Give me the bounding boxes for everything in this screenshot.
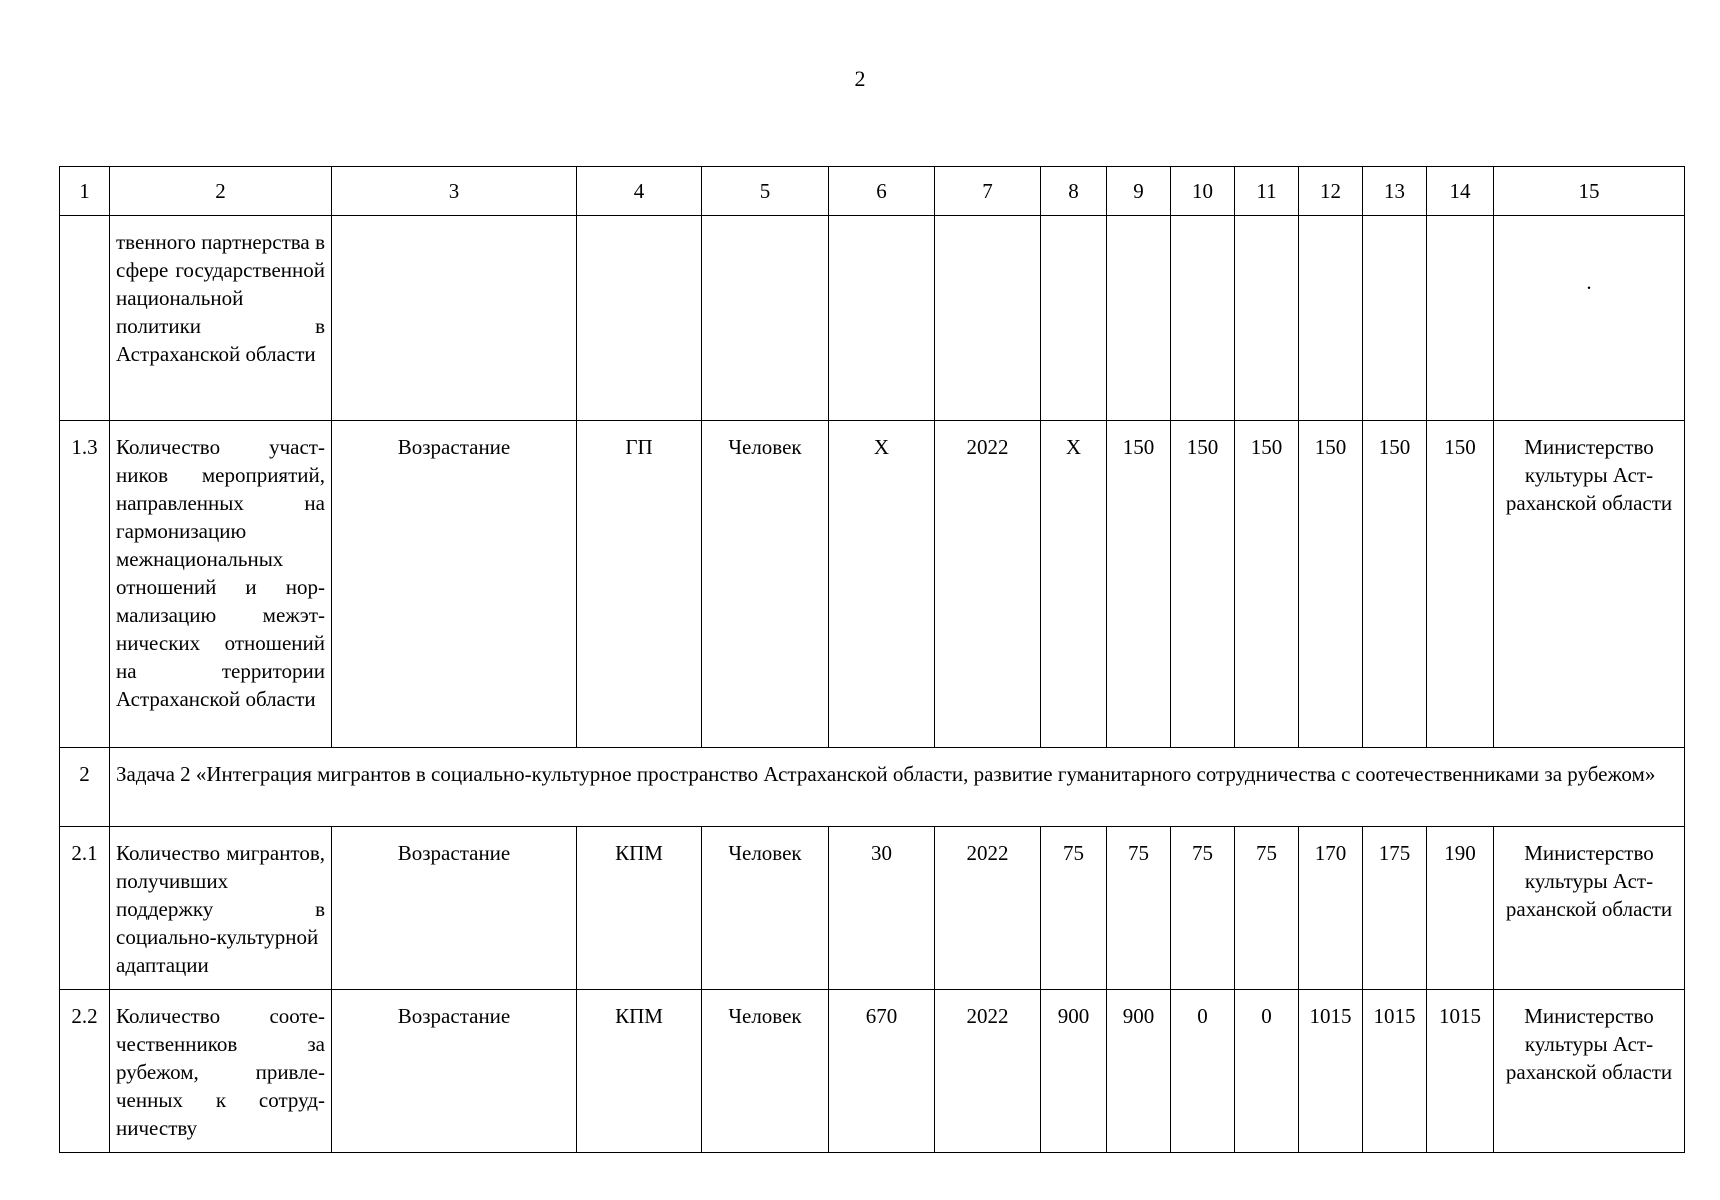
- table-cell: [1107, 216, 1171, 421]
- table-row: [60, 216, 1685, 421]
- value-cell: 900: [1041, 990, 1107, 1153]
- table-row: [60, 990, 1685, 1153]
- value-cell: 75: [1041, 827, 1107, 990]
- direction-cell: Возрастание: [332, 990, 577, 1153]
- header-cell: 1: [60, 167, 110, 216]
- header-cell: 12: [1299, 167, 1363, 216]
- table-cell: [829, 216, 935, 421]
- value-cell: 1015: [1299, 990, 1363, 1153]
- header-cell: 9: [1107, 167, 1171, 216]
- row-number: [60, 216, 110, 421]
- base-value-cell: 670: [829, 990, 935, 1153]
- base-year-cell: 2022: [935, 990, 1041, 1153]
- indicator-name: твенного партнерства в сфере государственной национальной политики в Астраханской области: [110, 216, 332, 421]
- header-cell: 13: [1363, 167, 1427, 216]
- value-cell: 170: [1299, 827, 1363, 990]
- table-cell: [1363, 216, 1427, 421]
- table-cell: [1427, 216, 1494, 421]
- header-cell: 2: [110, 167, 332, 216]
- value-cell: 175: [1363, 827, 1427, 990]
- responsible-cell: Министерство культуры Астраханской области: [1494, 421, 1685, 748]
- unit-cell: Человек: [702, 421, 829, 748]
- table-cell: [332, 216, 577, 421]
- table-cell: [702, 216, 829, 421]
- base-value-cell: 30: [829, 827, 935, 990]
- value-cell: 150: [1299, 421, 1363, 748]
- page-number: 2: [854, 66, 866, 91]
- header-cell: 5: [702, 167, 829, 216]
- value-cell: 150: [1427, 421, 1494, 748]
- table-cell: [1299, 216, 1363, 421]
- row-number: 2.1: [60, 827, 110, 990]
- value-cell: 0: [1171, 990, 1235, 1153]
- value-cell: 1015: [1427, 990, 1494, 1153]
- header-cell: 15: [1494, 167, 1685, 216]
- table-cell: [1235, 216, 1299, 421]
- value-cell: 190: [1427, 827, 1494, 990]
- base-value-cell: Х: [829, 421, 935, 748]
- value-cell: 75: [1107, 827, 1171, 990]
- value-cell: 150: [1363, 421, 1427, 748]
- value-cell: 1015: [1363, 990, 1427, 1153]
- task-title: Задача 2 «Интеграция мигрантов в социально-культурное пространство Астраханской области, развитие гуманитарного сотрудничества с соотечественниками за рубежом»: [110, 748, 1685, 827]
- header-cell: 3: [332, 167, 577, 216]
- header-cell: 7: [935, 167, 1041, 216]
- header-cell: 6: [829, 167, 935, 216]
- base-year-cell: 2022: [935, 827, 1041, 990]
- value-cell: 900: [1107, 990, 1171, 1153]
- type-cell: ГП: [577, 421, 702, 748]
- unit-cell: Человек: [702, 827, 829, 990]
- value-cell: 150: [1107, 421, 1171, 748]
- header-cell: 8: [1041, 167, 1107, 216]
- header-row: [60, 167, 1685, 216]
- responsible-cell: Министерство культуры Астраханской области: [1494, 827, 1685, 990]
- indicator-name: Количество мигрантов, получивших поддержку в социально-культурной адаптации: [110, 827, 332, 990]
- stray-mark: .: [1586, 270, 1592, 294]
- value-cell: 0: [1235, 990, 1299, 1153]
- table-row: [60, 421, 1685, 748]
- type-cell: КПМ: [577, 827, 702, 990]
- row-number: 1.3: [60, 421, 110, 748]
- value-cell: Х: [1041, 421, 1107, 748]
- type-cell: КПМ: [577, 990, 702, 1153]
- value-cell: 75: [1235, 827, 1299, 990]
- row-number: 2: [60, 748, 110, 827]
- table-cell: [1041, 216, 1107, 421]
- unit-cell: Человек: [702, 990, 829, 1153]
- value-cell: 150: [1235, 421, 1299, 748]
- task-row: [60, 748, 1685, 827]
- value-cell: 150: [1171, 421, 1235, 748]
- header-cell: 11: [1235, 167, 1299, 216]
- table-cell: [1171, 216, 1235, 421]
- direction-cell: Возрастание: [332, 827, 577, 990]
- header-cell: 4: [577, 167, 702, 216]
- header-cell: 14: [1427, 167, 1494, 216]
- indicator-name: Количество соотечественников за рубежом, привлеченных к сотрудничеству: [110, 990, 332, 1153]
- base-year-cell: 2022: [935, 421, 1041, 748]
- direction-cell: Возрастание: [332, 421, 577, 748]
- responsible-cell: [1494, 216, 1685, 421]
- indicator-name: Количество участников мероприятий, направленных на гармонизацию межнациональных отношений и нормализацию межэтнических отношений на территории Астраханской области: [110, 421, 332, 748]
- row-number: 2.2: [60, 990, 110, 1153]
- value-cell: 75: [1171, 827, 1235, 990]
- indicators-table: [59, 166, 1685, 1153]
- table-row: [60, 827, 1685, 990]
- responsible-cell: Министерство культуры Астраханской области: [1494, 990, 1685, 1153]
- table-cell: [935, 216, 1041, 421]
- header-cell: 10: [1171, 167, 1235, 216]
- table-cell: [577, 216, 702, 421]
